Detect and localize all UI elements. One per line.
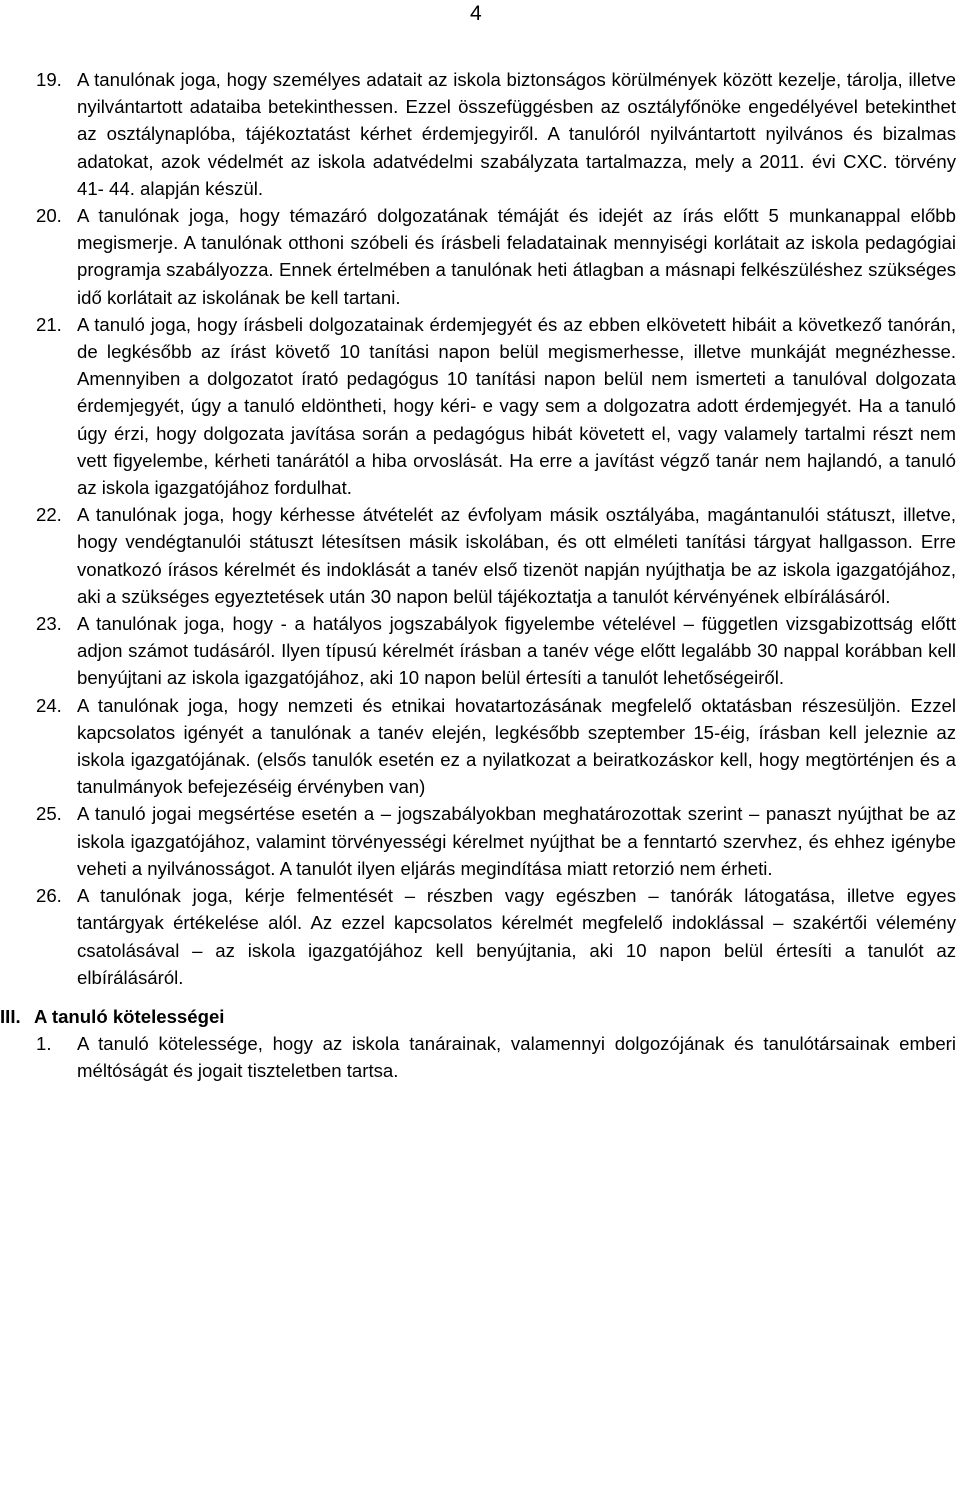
item-number: 20. (36, 205, 62, 227)
list-item-20 (36, 202, 956, 311)
item-text: A tanulónak joga, hogy kérhesse átvételét az évfolyam másik osztályába, magántanulói státuszt, illetve, hogy vendégtanulói státuszt létesítsen másik iskolában, és ott elméleti tanítási tárgyat hallgasson. Erre vonatkozó írásos kérelmét és indoklását a tanév első tizenöt napján nyújthatja be az iskola igazgatójához, aki a szükséges egyeztetések után 30 napon belül tájékoztatja a tanulót kérvényének elbírálásáról. (77, 504, 956, 607)
list-item-25 (36, 800, 956, 882)
item-text: A tanuló joga, hogy írásbeli dolgozatainak érdemjegyét és az ebben elkövetett hibáit a következő tanórán, de legkésőbb az írást követő 10 tanítási napon belül megismerhesse, illetve munkáját megnézhesse. Amennyiben a dolgozatot írató pedagógus 10 tanítási napon belül nem ismerteti a tanulóval dolgozata érdemjegyét, úgy a tanuló eldöntheti, hogy kéri- e vagy sem a dolgozatra adott érdemjegyét. Ha a tanuló úgy érzi, hogy dolgozata javítása során a pedagógus hibát követett el, vagy valamely tartalmi részt nem vett figyelembe, kérheti tanárától a hiba orvoslását. Ha erre a javítást végző tanár nem hajlandó, a tanuló az iskola igazgatójához fordulhat. (77, 313, 956, 499)
section-title: A tanuló kötelességei (34, 1005, 225, 1027)
document-body (0, 66, 956, 1085)
item-number: 21. (36, 313, 62, 335)
item-text: A tanuló jogai megsértése esetén a – jogszabályokban meghatározottak szerint – panaszt nyújthat be az iskola igazgatójához, valamint törvényességi kérelmet nyújthat be a fenntartó szervhez, és ehhez igénybe veheti a nyilvánosságot. A tanulót ilyen eljárás megindítása miatt retorzió nem érheti. (77, 803, 956, 879)
item-text: A tanulónak joga, hogy személyes adatait az iskola biztonságos körülmények között kezelje, tárolja, illetve nyilvántartott adataiba betekinthessen. Ezzel összefüggésben az osztályfőnöke engedélyével betekinthet az osztálynaplóba, tájékoztatást kérhet érdemjegyiről. A tanulóról nyilvántartott nyilvános és bizalmas adatokat, azok védelmét az iskola adatvédelmi szabályzata tartalmazza, mely a 2011. évi CXC. törvény 41- 44. alapján készül. (77, 69, 956, 199)
section-number: III. (0, 1005, 21, 1027)
item-text: A tanulónak joga, hogy - a hatályos jogszabályok figyelembe vételével – független vizsgabizottság előtt adjon számot tudásáról. Ilyen típusú kérelmét írásban a tanév vége előtt legalább 30 nappal korábban kell benyújtani az iskola igazgatójához, aki 10 napon belül értesíti a tanulót lehetőségeiről. (77, 613, 956, 689)
section-heading (0, 1003, 956, 1030)
list-item-26 (36, 882, 956, 991)
list-item-22 (36, 501, 956, 610)
item-number: 26. (36, 885, 62, 907)
item-number: 19. (36, 69, 62, 90)
page-number: 4 (470, 2, 482, 25)
item-number: 25. (36, 803, 62, 825)
item-text: A tanuló kötelessége, hogy az iskola tanárainak, valamennyi dolgozójának és tanulótársainak emberi méltóságát és jogait tiszteletben tartsa. (77, 1033, 956, 1082)
list-item-19 (36, 66, 956, 202)
item-text: A tanulónak joga, kérje felmentését – részben vagy egészben – tanórák látogatása, illetve egyes tantárgyak értékelése alól. Az ezzel kapcsolatos kérelmét megfelelő indoklással – szakértői vélemény csatolásával – az iskola igazgatójához kell benyújtania, aki 10 napon belül értesíti a tanulót az elbírálásáról. (77, 885, 956, 988)
list-item-24 (36, 692, 956, 801)
list-item-23 (36, 610, 956, 692)
item-number: 1. (36, 1033, 52, 1055)
item-text: A tanulónak joga, hogy témazáró dolgozatának témáját és idejét az írás előtt 5 munkanappal előbb megismerje. A tanulónak otthoni szóbeli és írásbeli feladatainak mennyiségi korlátait az iskola pedagógiai programja szabályozza. Ennek értelmében a tanulónak heti átlagban a másnapi felkészüléshez szükséges idő korlátait az iskolának be kell tartani. (77, 205, 956, 308)
item-number: 22. (36, 504, 62, 526)
item-number: 23. (36, 613, 62, 635)
list-item-21 (36, 311, 956, 501)
item-number: 24. (36, 694, 62, 716)
item-text: A tanulónak joga, hogy nemzeti és etnikai hovatartozásának megfelelő oktatásban részesüljön. Ezzel kapcsolatos igényét a tanulónak a tanév elején, legkésőbb szeptember 15-éig, írásban kell jeleznie az iskola igazgatójának. (elsős tanulók esetén ez a nyilatkozat a beiratkozáskor kell, hogy megtörténjen és a tanulmányok befejezéséig érvényben van) (77, 694, 956, 798)
duty-item-1 (36, 1030, 956, 1084)
